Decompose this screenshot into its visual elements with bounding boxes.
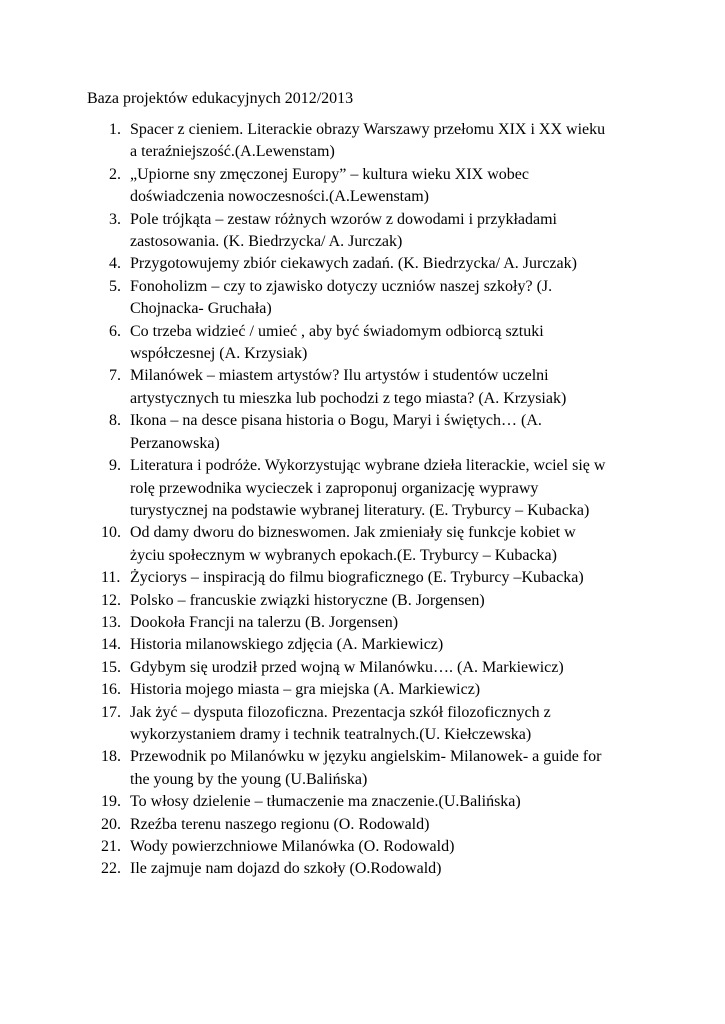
list-item: [0, 209, 725, 254]
list-item-line: Co trzeba widzieć / umieć , aby być świadomym odbiorcą sztuki: [130, 322, 544, 340]
list-item-line: Od damy dworu do bizneswomen. Jak zmieniały się funkcje kobiet w: [130, 524, 576, 542]
document-title: Baza projektów edukacyjnych 2012/2013: [87, 90, 354, 107]
list-item-line: a teraźniejszość.(A.Lewenstam): [130, 143, 335, 161]
list-item-number: 5.: [109, 277, 121, 295]
list-item-line: Dookoła Francji na talerzu (B. Jorgensen): [130, 613, 399, 631]
list-item: [0, 679, 725, 701]
list-item-number: 7.: [109, 367, 121, 385]
list-item-number: 9.: [109, 457, 121, 475]
list-item-number: 15.: [101, 658, 121, 676]
list-item: [0, 612, 725, 634]
list-item-number: 20.: [101, 815, 121, 833]
list-item-number: 11.: [101, 569, 121, 587]
list-item-line: zastosowania. (K. Biedrzycka/ A. Jurczak): [130, 233, 403, 251]
list-item-line: Fonoholizm – czy to zjawisko dotyczy uczniów naszej szkoły? (J.: [130, 277, 553, 295]
list-item-number: 3.: [109, 210, 121, 228]
list-item-number: 21.: [101, 838, 121, 855]
list-item-line: wykorzystaniem dramy i technik teatralnych.(U. Kiełczewska): [130, 725, 532, 743]
list-item-line: Spacer z cieniem. Literackie obrazy Warszawy przełomu XIX i XX wieku: [130, 121, 606, 138]
list-item: [0, 657, 725, 679]
list-item-number: 17.: [101, 703, 121, 721]
list-item-line: Historia milanowskiego zdjęcia (A. Markiewicz): [130, 636, 444, 654]
list-item-line: Pole trójkąta – zestaw różnych wzorów z dowodami i przykładami: [130, 210, 557, 228]
list-item: [0, 567, 725, 589]
list-item-number: 1.: [109, 121, 121, 138]
list-item-number: 6.: [109, 322, 121, 340]
list-item-line: Polsko – francuskie związki historyczne (B. Jorgensen): [130, 591, 485, 609]
list-item-line: Ile zajmuje nam dojazd do szkoły (O.Rodowald): [130, 860, 442, 878]
list-item-line: Przewodnik po Milanówku w języku angielskim- Milanowek- a guide for: [130, 748, 602, 766]
list-item: [0, 253, 725, 275]
list-item-line: artystycznych tu mieszka lub pochodzi z tego miasta? (A. Krzysiak): [130, 389, 567, 407]
list-item-number: 12.: [101, 591, 121, 609]
list-item-line: Milanówek – miastem artystów? Ilu artystów i studentów uczelni: [130, 367, 549, 385]
list-item: [0, 791, 725, 813]
list-item-number: 2.: [109, 165, 121, 183]
list-item: [0, 119, 725, 164]
list-item-line: życiu społecznym w wybranych epokach.(E. Tryburcy – Kubacka): [130, 546, 557, 564]
list-item: [0, 858, 725, 880]
list-item: [0, 365, 725, 410]
list-item-number: 22.: [101, 860, 121, 878]
list-item-number: 16.: [101, 681, 121, 699]
list-item-line: Literatura i podróże. Wykorzystując wybrane dzieła literackie, wciel się w: [130, 457, 606, 475]
list-item-number: 13.: [101, 613, 121, 631]
list-item-line: doświadczenia nowoczesności.(A.Lewenstam): [130, 188, 429, 206]
list-item-line: Przygotowujemy zbiór ciekawych zadań. (K. Biedrzycka/ A. Jurczak): [130, 255, 577, 273]
list-item-line: turystycznej na podstawie wybranej literatury. (E. Tryburcy – Kubacka): [130, 501, 590, 519]
list-item-line: współczesnej (A. Krzysiak): [130, 345, 308, 363]
list-item-number: 10.: [101, 524, 121, 542]
list-item: [0, 702, 725, 747]
list-item-line: Gdybym się urodził przed wojną w Milanówku…. (A. Markiewicz): [130, 658, 564, 676]
list-item: [0, 590, 725, 612]
list-item-number: 19.: [101, 793, 121, 811]
list-item-line: Perzanowska): [130, 434, 220, 452]
list-item-line: Rzeźba terenu naszego regionu (O. Rodowald): [130, 815, 430, 833]
list-item-line: Historia mojego miasta – gra miejska (A. Markiewicz): [130, 681, 481, 699]
list-item-line: Wody powierzchniowe Milanówka (O. Rodowald): [130, 838, 455, 855]
list-item-line: the young by the young (U.Balińska): [130, 770, 368, 788]
list-item-number: 4.: [109, 255, 121, 273]
list-item-line: Życiorys – inspiracją do filmu biograficznego (E. Tryburcy –Kubacka): [130, 569, 584, 587]
list-item: [0, 321, 725, 366]
list-item-line: Chojnacka- Gruchała): [130, 300, 272, 318]
list-item: [0, 836, 725, 858]
list-item: [0, 410, 725, 455]
list-item: [0, 276, 725, 321]
list-item-number: 18.: [101, 748, 121, 766]
list-item: [0, 814, 725, 836]
list-item-number: 14.: [101, 636, 121, 654]
list-item: [0, 164, 725, 209]
list-item-line: Jak żyć – dysputa filozoficzna. Prezentacja szkół filozoficznych z: [130, 703, 551, 721]
list-item-line: rolę przewodnika wycieczek i zaproponuj organizację wyprawy: [130, 479, 539, 497]
list-item-line: Ikona – na desce pisana historia o Bogu, Maryi i świętych… (A.: [130, 412, 542, 430]
list-item: [0, 455, 725, 522]
project-list: [0, 119, 725, 881]
list-item: [0, 522, 725, 567]
list-item: [0, 634, 725, 656]
list-item-number: 8.: [109, 412, 121, 430]
list-item-line: To włosy dzielenie – tłumaczenie ma znaczenie.(U.Balińska): [130, 793, 521, 811]
list-item: [0, 746, 725, 791]
list-item-line: „Upiorne sny zmęczonej Europy” – kultura wieku XIX wobec: [130, 165, 529, 183]
